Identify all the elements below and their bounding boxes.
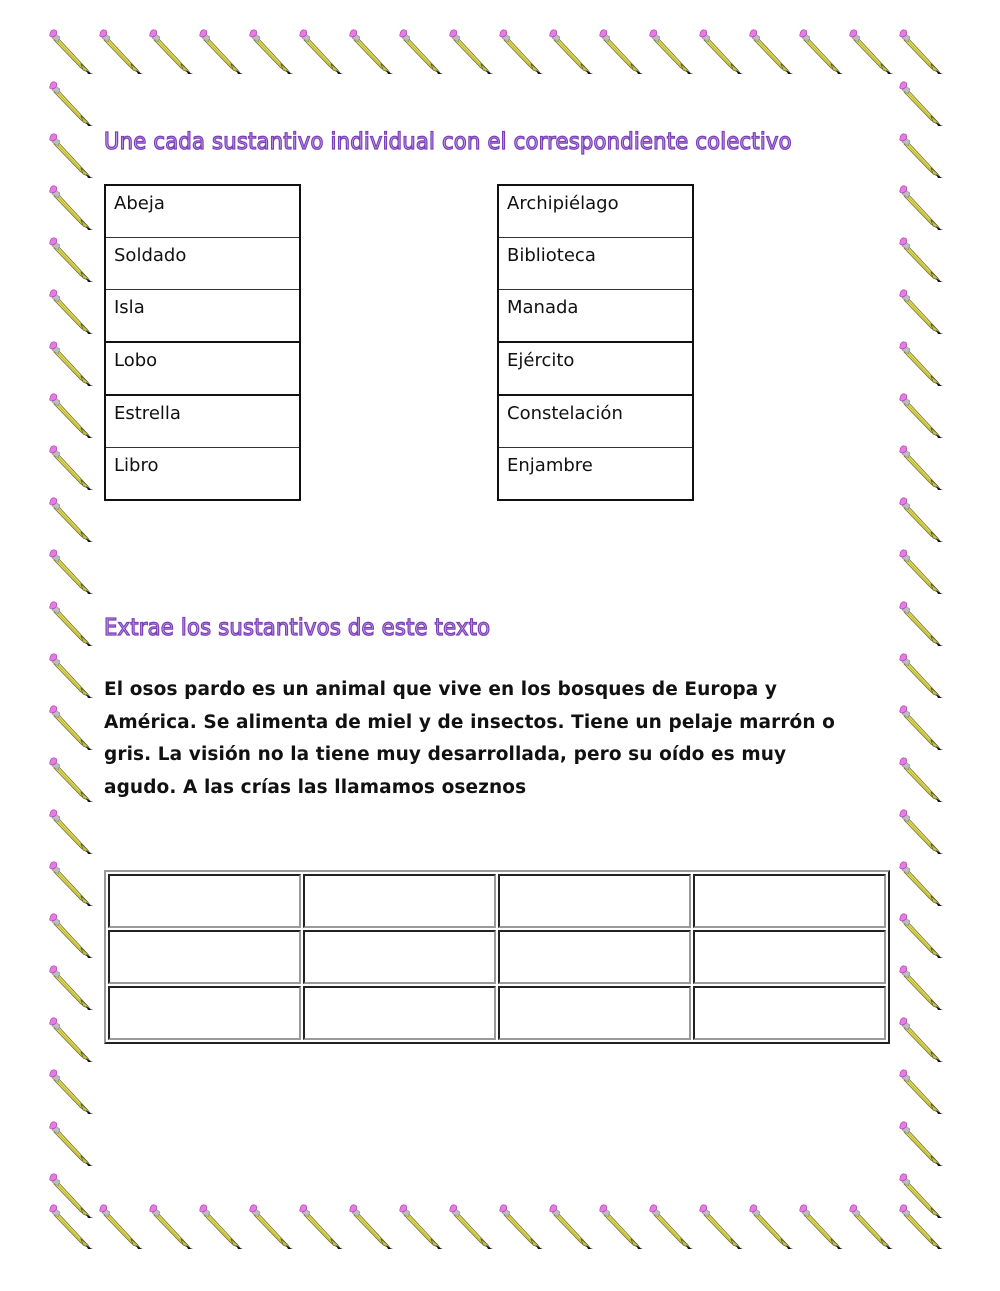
answer-cell[interactable]	[498, 986, 691, 1040]
answer-cell[interactable]	[303, 874, 496, 928]
individual-noun-cell[interactable]: Estrella	[105, 395, 300, 448]
pencil-icon	[198, 28, 246, 76]
pencil-icon	[48, 1172, 96, 1220]
pencil-icon	[698, 1203, 746, 1251]
answer-cell[interactable]	[303, 986, 496, 1040]
pencil-icon	[48, 1120, 96, 1168]
pencil-icon	[898, 652, 946, 700]
pencil-icon	[148, 1203, 196, 1251]
pencil-icon	[48, 496, 96, 544]
pencil-icon	[98, 28, 146, 76]
pencil-icon	[48, 704, 96, 752]
pencil-icon	[898, 1120, 946, 1168]
pencil-icon	[48, 184, 96, 232]
pencil-icon	[898, 860, 946, 908]
pencil-icon	[48, 964, 96, 1012]
pencil-icon	[698, 28, 746, 76]
pencil-icon	[898, 496, 946, 544]
pencil-icon	[48, 600, 96, 648]
pencil-icon	[48, 444, 96, 492]
pencil-icon	[548, 1203, 596, 1251]
pencil-icon	[898, 1068, 946, 1116]
paragraph-line: El osos pardo es un animal que vive en los bosques de Europa y	[104, 679, 778, 700]
pencil-icon	[398, 1203, 446, 1251]
pencil-icon	[848, 28, 896, 76]
pencil-icon	[598, 1203, 646, 1251]
pencil-icon	[898, 912, 946, 960]
individual-noun-cell[interactable]: Isla	[105, 290, 300, 343]
pencil-icon	[798, 1203, 846, 1251]
pencil-icon	[348, 28, 396, 76]
collective-noun-cell[interactable]: Biblioteca	[498, 238, 693, 290]
pencil-icon	[448, 1203, 496, 1251]
pencil-icon	[898, 184, 946, 232]
paragraph-line: gris. La visión no la tiene muy desarrollada, pero su oído es muy	[104, 744, 787, 765]
collective-noun-cell[interactable]: Enjambre	[498, 448, 693, 501]
pencil-icon	[898, 1172, 946, 1220]
pencil-icon	[598, 28, 646, 76]
paragraph-line: agudo. A las crías las llamamos oseznos	[104, 776, 527, 798]
pencil-icon	[298, 28, 346, 76]
reading-paragraph	[104, 674, 884, 804]
pencil-icon	[848, 1203, 896, 1251]
answer-cell[interactable]	[693, 874, 886, 928]
pencil-icon	[48, 340, 96, 388]
answer-cell[interactable]	[498, 874, 691, 928]
individual-noun-cell[interactable]: Libro	[105, 448, 300, 501]
answer-cell[interactable]	[108, 986, 301, 1040]
pencil-icon	[898, 132, 946, 180]
pencil-icon	[898, 1016, 946, 1064]
section-title-match: Une cada sustantivo individual con el correspondiente colectivo	[104, 129, 792, 155]
pencil-icon	[48, 1068, 96, 1116]
individual-noun-cell[interactable]: Soldado	[105, 238, 300, 290]
pencil-icon	[498, 1203, 546, 1251]
paragraph-line: América. Se alimenta de miel y de insectos. Tiene un pelaje marrón o	[104, 711, 835, 733]
pencil-icon	[48, 236, 96, 284]
answer-cell[interactable]	[108, 874, 301, 928]
collective-nouns-table	[497, 184, 694, 501]
collective-noun-cell[interactable]: Constelación	[498, 395, 693, 448]
pencil-icon	[298, 1203, 346, 1251]
pencil-icon	[48, 392, 96, 440]
pencil-icon	[898, 236, 946, 284]
pencil-icon	[48, 860, 96, 908]
answer-cell[interactable]	[303, 930, 496, 984]
section-title-extract: Extrae los sustantivos de este texto	[104, 615, 491, 641]
pencil-icon	[48, 652, 96, 700]
pencil-icon	[898, 392, 946, 440]
pencil-icon	[498, 28, 546, 76]
pencil-icon	[898, 340, 946, 388]
pencil-icon	[248, 28, 296, 76]
individual-nouns-table	[104, 184, 301, 501]
pencil-icon	[748, 28, 796, 76]
pencil-icon	[248, 1203, 296, 1251]
pencil-icon	[48, 80, 96, 128]
pencil-icon	[798, 28, 846, 76]
pencil-icon	[198, 1203, 246, 1251]
pencil-icon	[48, 1016, 96, 1064]
pencil-icon	[348, 1203, 396, 1251]
pencil-icon	[898, 80, 946, 128]
pencil-icon	[448, 28, 496, 76]
answer-cell[interactable]	[693, 930, 886, 984]
pencil-icon	[48, 28, 96, 76]
answer-cell[interactable]	[108, 930, 301, 984]
pencil-icon	[898, 964, 946, 1012]
collective-noun-cell[interactable]: Archipiélago	[498, 185, 693, 238]
pencil-icon	[648, 1203, 696, 1251]
answer-grid	[104, 870, 890, 1044]
pencil-icon	[548, 28, 596, 76]
pencil-icon	[648, 28, 696, 76]
pencil-icon	[898, 288, 946, 336]
pencil-icon	[898, 548, 946, 596]
pencil-icon	[48, 808, 96, 856]
pencil-icon	[898, 600, 946, 648]
pencil-icon	[898, 28, 946, 76]
individual-noun-cell[interactable]: Lobo	[105, 342, 300, 395]
pencil-icon	[898, 444, 946, 492]
pencil-icon	[48, 132, 96, 180]
individual-noun-cell[interactable]: Abeja	[105, 185, 300, 238]
collective-noun-cell[interactable]: Manada	[498, 290, 693, 343]
pencil-icon	[898, 756, 946, 804]
pencil-icon	[148, 28, 196, 76]
collective-noun-cell[interactable]: Ejército	[498, 342, 693, 395]
pencil-icon	[48, 756, 96, 804]
answer-cell[interactable]	[498, 930, 691, 984]
pencil-icon	[48, 288, 96, 336]
pencil-icon	[898, 808, 946, 856]
pencil-icon	[748, 1203, 796, 1251]
pencil-icon	[98, 1203, 146, 1251]
pencil-icon	[48, 548, 96, 596]
pencil-icon	[48, 912, 96, 960]
pencil-icon	[398, 28, 446, 76]
answer-cell[interactable]	[693, 986, 886, 1040]
pencil-icon	[898, 704, 946, 752]
